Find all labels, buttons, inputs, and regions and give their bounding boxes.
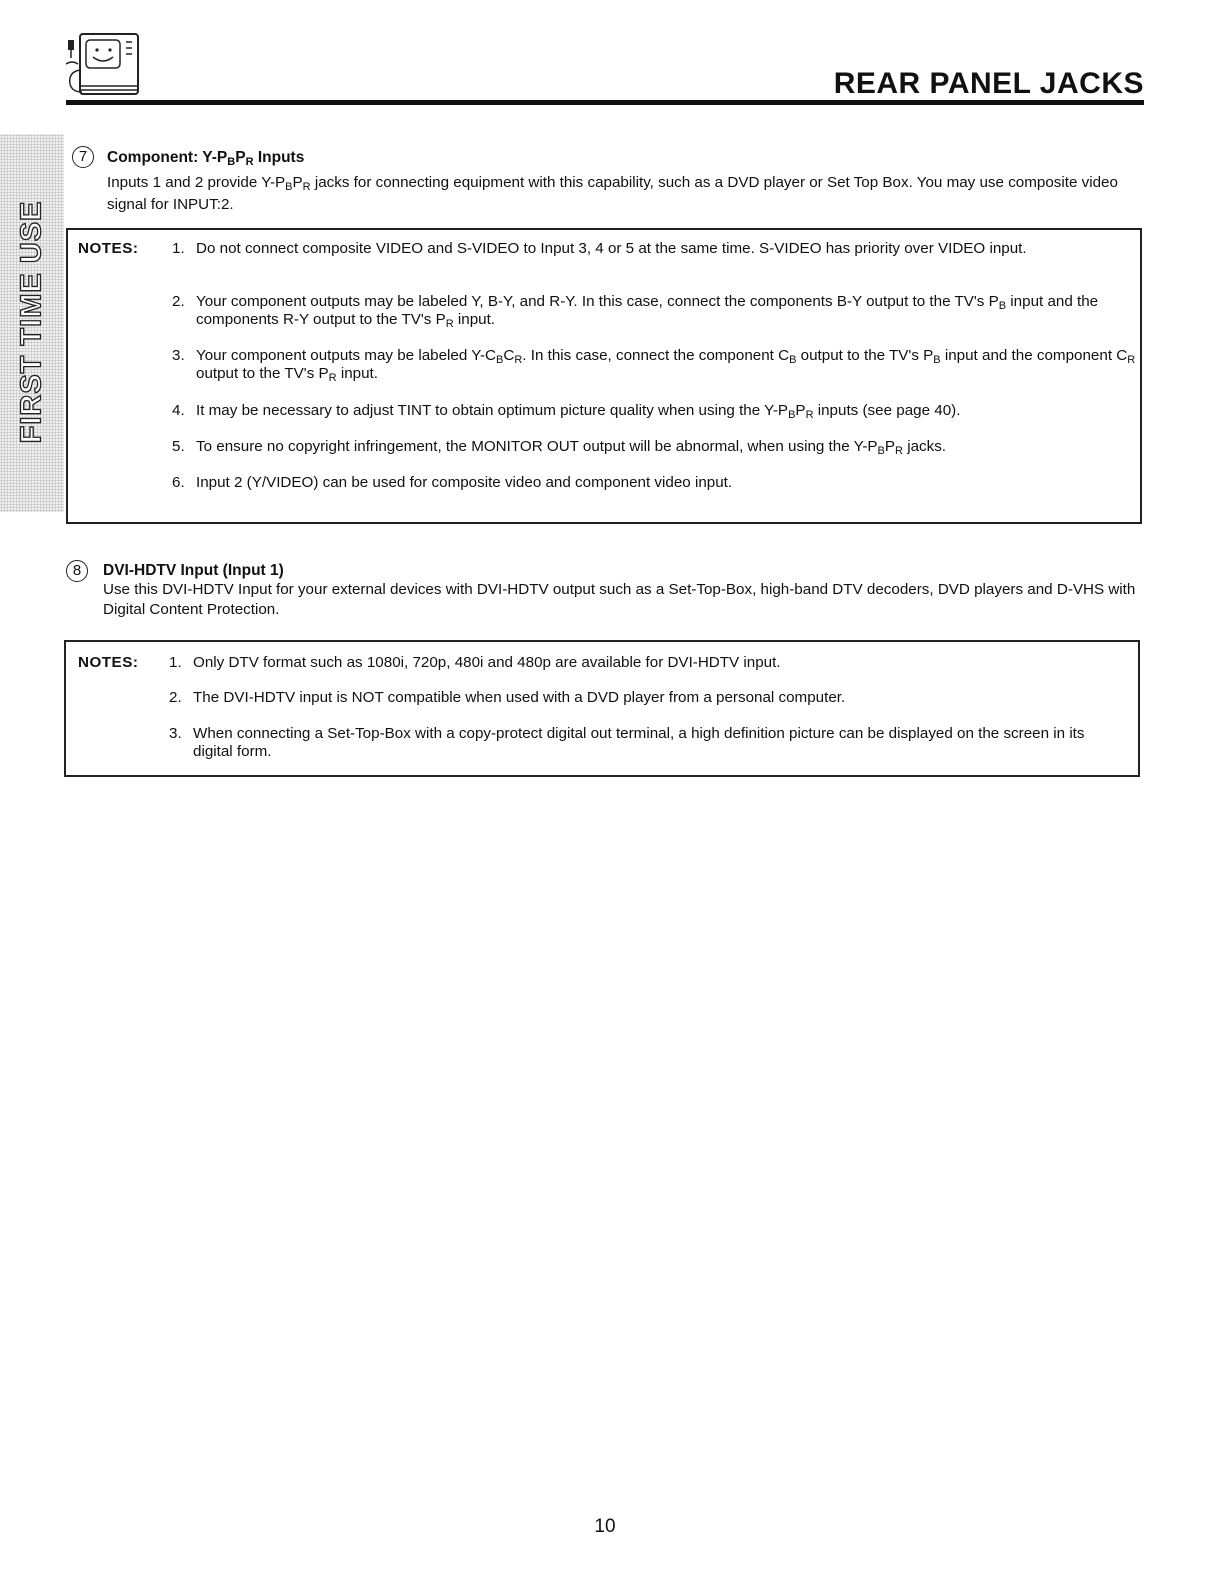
section-side-tab [0, 134, 64, 512]
notes-label: NOTES: [78, 240, 139, 257]
side-tab-label: FIRST TIME USE [15, 200, 48, 444]
note-item: 2. Your component outputs may be labeled Y, B-Y, and R-Y. In this case, connect the components B-Y output to the TV's $P_B$ input and the components R-Y output to the TV's $P_R$ input. [172, 293, 1099, 330]
section-body-dvi-hdtv: Use this DVI-HDTV Input for your external devices with DVI-HDTV output such as a Set-Top-Box, high-band DTV decoders, DVD players and D-VHS with Digital Content Protection. [103, 581, 1136, 618]
section-number-badge: 8 [66, 560, 88, 582]
note-item: 4. It may be necessary to adjust TINT to obtain optimum picture quality when using the $Y-P_BP_R$ inputs (see page 40). [172, 402, 961, 421]
tv-with-plug-icon [62, 30, 144, 100]
section-title-component: Component: $Y-P_BP_R$ Inputs [107, 149, 305, 168]
section-title-dvi-hdtv: DVI-HDTV Input (Input 1) [103, 562, 284, 579]
note-item: 3. When connecting a Set-Top-Box with a copy-protect digital out terminal, a high definition picture can be displayed on the screen in its digital form. [169, 725, 1085, 760]
notes-box-dvi-hdtv [64, 640, 1140, 777]
page-number: 10 [594, 1516, 616, 1537]
section-number-badge: 7 [72, 146, 94, 168]
note-item: 6. Input 2 (Y/VIDEO) can be used for composite video and component video input. [172, 474, 733, 491]
note-item: 1. Do not connect composite VIDEO and S-VIDEO to Input 3, 4 or 5 at the same time. S-VIDEO has priority over VIDEO input. [172, 240, 1027, 257]
page-title: REAR PANEL JACKS [833, 67, 1144, 100]
title-divider [66, 100, 1144, 105]
note-item: 3. Your component outputs may be labeled $Y-C_BC_R$. In this case, connect the component $C_B$ output to the TV's $P_B$ input and the component $C_R$ output to the TV's $P_R$ input. [172, 347, 1136, 384]
note-item: 1. Only DTV format such as 1080i, 720p, 480i and 480p are available for DVI-HDTV input. [169, 654, 781, 671]
note-item: 2. The DVI-HDTV input is NOT compatible when used with a DVD player from a personal computer. [169, 689, 846, 706]
section-body-component: Inputs 1 and 2 provide $Y-P_BP_R$ jacks for connecting equipment with this capability, such as a DVD player or Set Top Box. You may use composite video signal for INPUT:2. [107, 174, 1118, 213]
notes-label: NOTES: [78, 654, 139, 671]
note-item: 5. To ensure no copyright infringement, the MONITOR OUT output will be abnormal, when using the $Y-P_BP_R$ jacks. [172, 438, 947, 457]
notes-box-component [66, 228, 1142, 524]
